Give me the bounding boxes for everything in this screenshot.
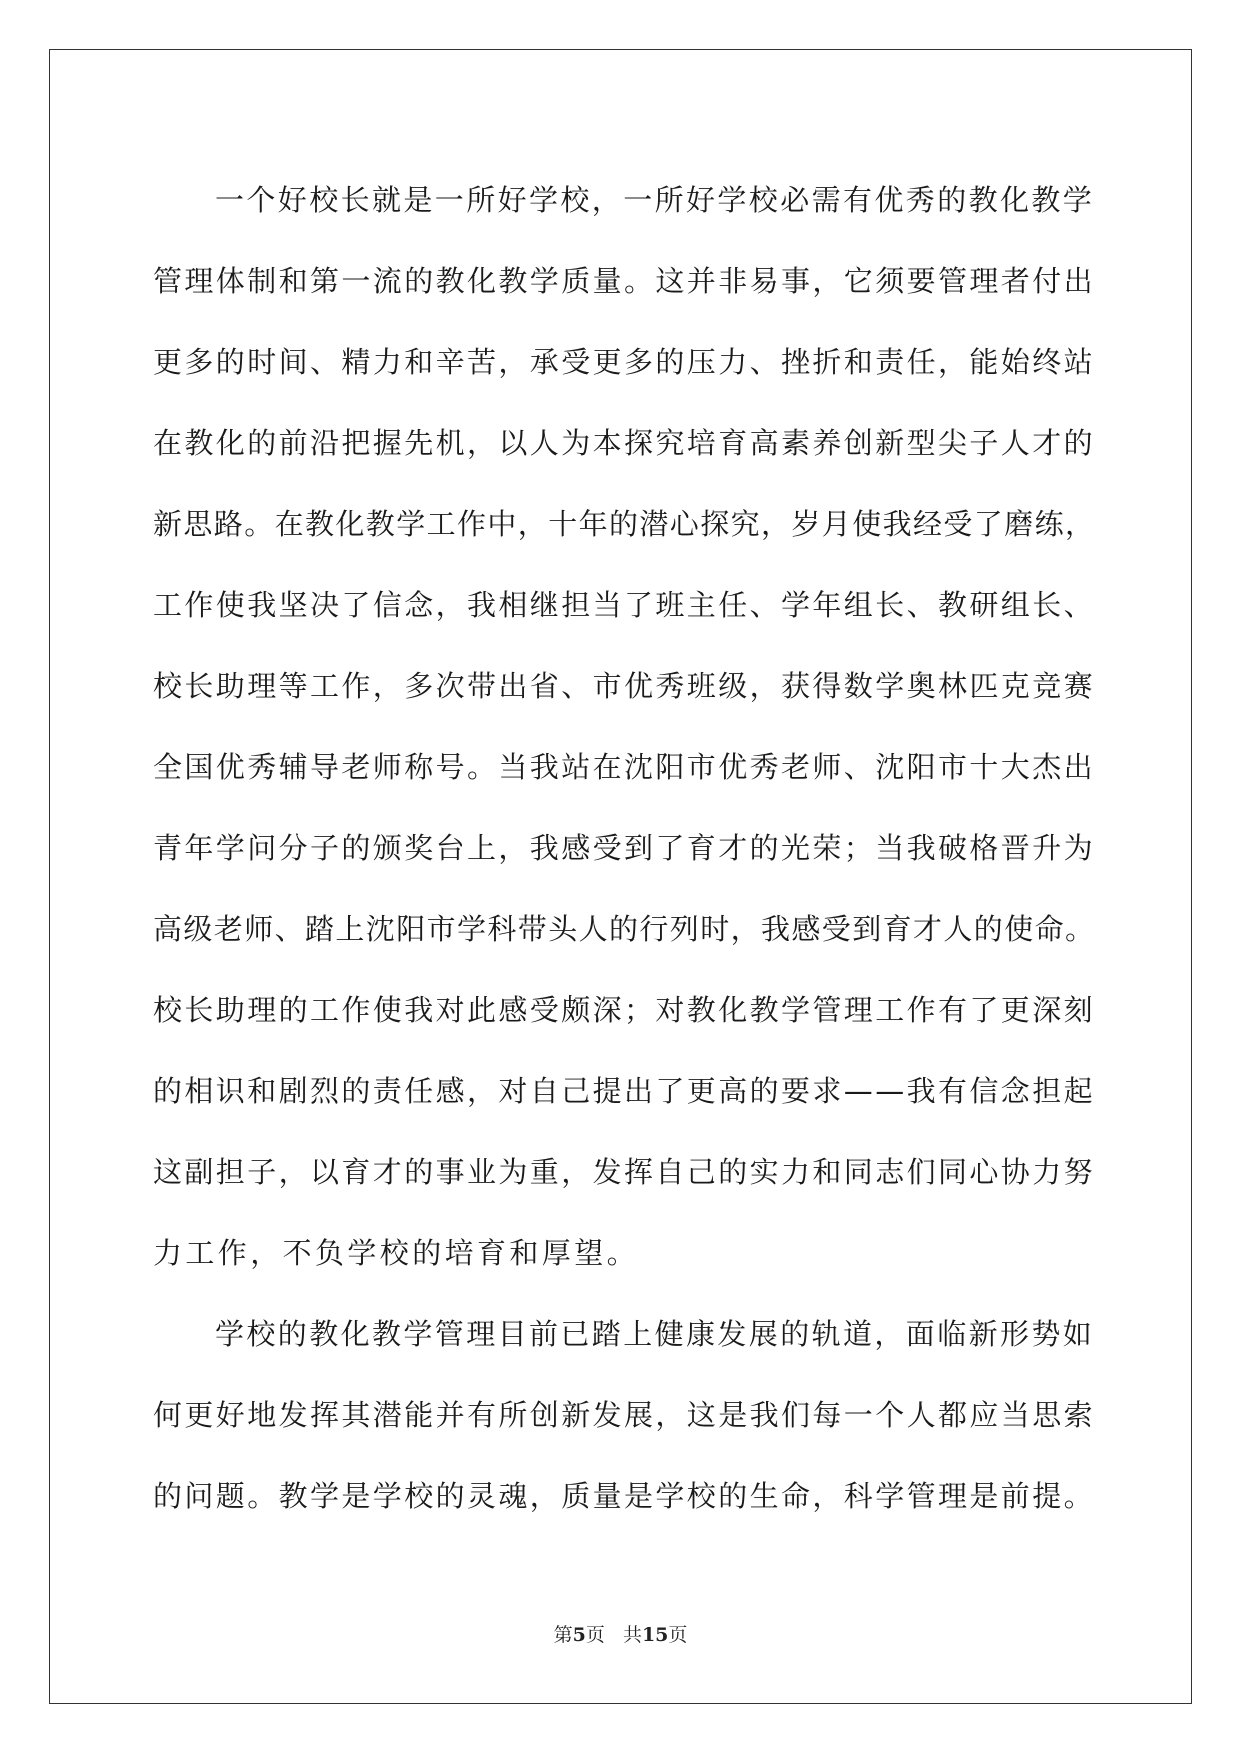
paragraph-1-line-8: 全国优秀辅导老师称号。当我站在沈阳市优秀老师、沈阳市十大杰出 xyxy=(153,750,1096,784)
paragraph-1-line-11: 校长助理的工作使我对此感受颇深；对教化教学管理工作有了更深刻 xyxy=(153,993,1096,1027)
paragraph-2-line-3: 的问题。教学是学校的灵魂，质量是学校的生命，科学管理是前提。 xyxy=(153,1479,1096,1513)
paragraph-1-line-12: 的相识和剧烈的责任感，对自己提出了更高的要求——我有信念担起 xyxy=(153,1074,1096,1108)
paragraph-1-line-3: 更多的时间、精力和辛苦，承受更多的压力、挫折和责任，能始终站 xyxy=(153,345,1096,379)
paragraph-1-line-6: 工作使我坚决了信念，我相继担当了班主任、学年组长、教研组长、 xyxy=(153,588,1096,622)
page-label-suffix: 页 xyxy=(668,1624,688,1646)
paragraph-1-line-7: 校长助理等工作，多次带出省、市优秀班级，获得数学奥林匹克竞赛 xyxy=(153,669,1096,703)
paragraph-1-line-5: 新思路。在教化教学工作中，十年的潜心探究，岁月使我经受了磨练， xyxy=(153,507,1096,541)
document-body xyxy=(153,160,1095,1537)
page-label-middle: 页 共 xyxy=(585,1624,642,1646)
paragraph-1-line-2: 管理体制和第一流的教化教学质量。这并非易事，它须要管理者付出 xyxy=(153,264,1096,298)
page-label-prefix: 第 xyxy=(553,1624,573,1646)
paragraph-2-line-1: 学校的教化教学管理目前已踏上健康发展的轨道，面临新形势如 xyxy=(215,1317,1095,1351)
paragraph-1-line-14: 力工作，不负学校的培育和厚望。 xyxy=(153,1236,640,1270)
paragraph-1-line-1: 一个好校长就是一所好学校，一所好学校必需有优秀的教化教学 xyxy=(215,183,1095,217)
paragraph-1-line-13: 这副担子，以育才的事业为重，发挥自己的实力和同志们同心协力努 xyxy=(153,1155,1096,1189)
total-page-number: 15 xyxy=(641,1624,669,1646)
paragraph-1-line-4: 在教化的前沿把握先机，以人为本探究培育高素养创新型尖子人才的 xyxy=(153,426,1096,460)
paragraph-1-line-9: 青年学问分子的颁奖台上，我感受到了育才的光荣；当我破格晋升为 xyxy=(153,831,1096,865)
paragraph-1-line-10: 高级老师、踏上沈阳市学科带头人的行列时，我感受到育才人的使命。 xyxy=(153,912,1096,946)
current-page-number: 5 xyxy=(572,1624,586,1646)
page-footer xyxy=(0,1620,1241,1647)
paragraph-2-line-2: 何更好地发挥其潜能并有所创新发展，这是我们每一个人都应当思索 xyxy=(153,1398,1096,1432)
